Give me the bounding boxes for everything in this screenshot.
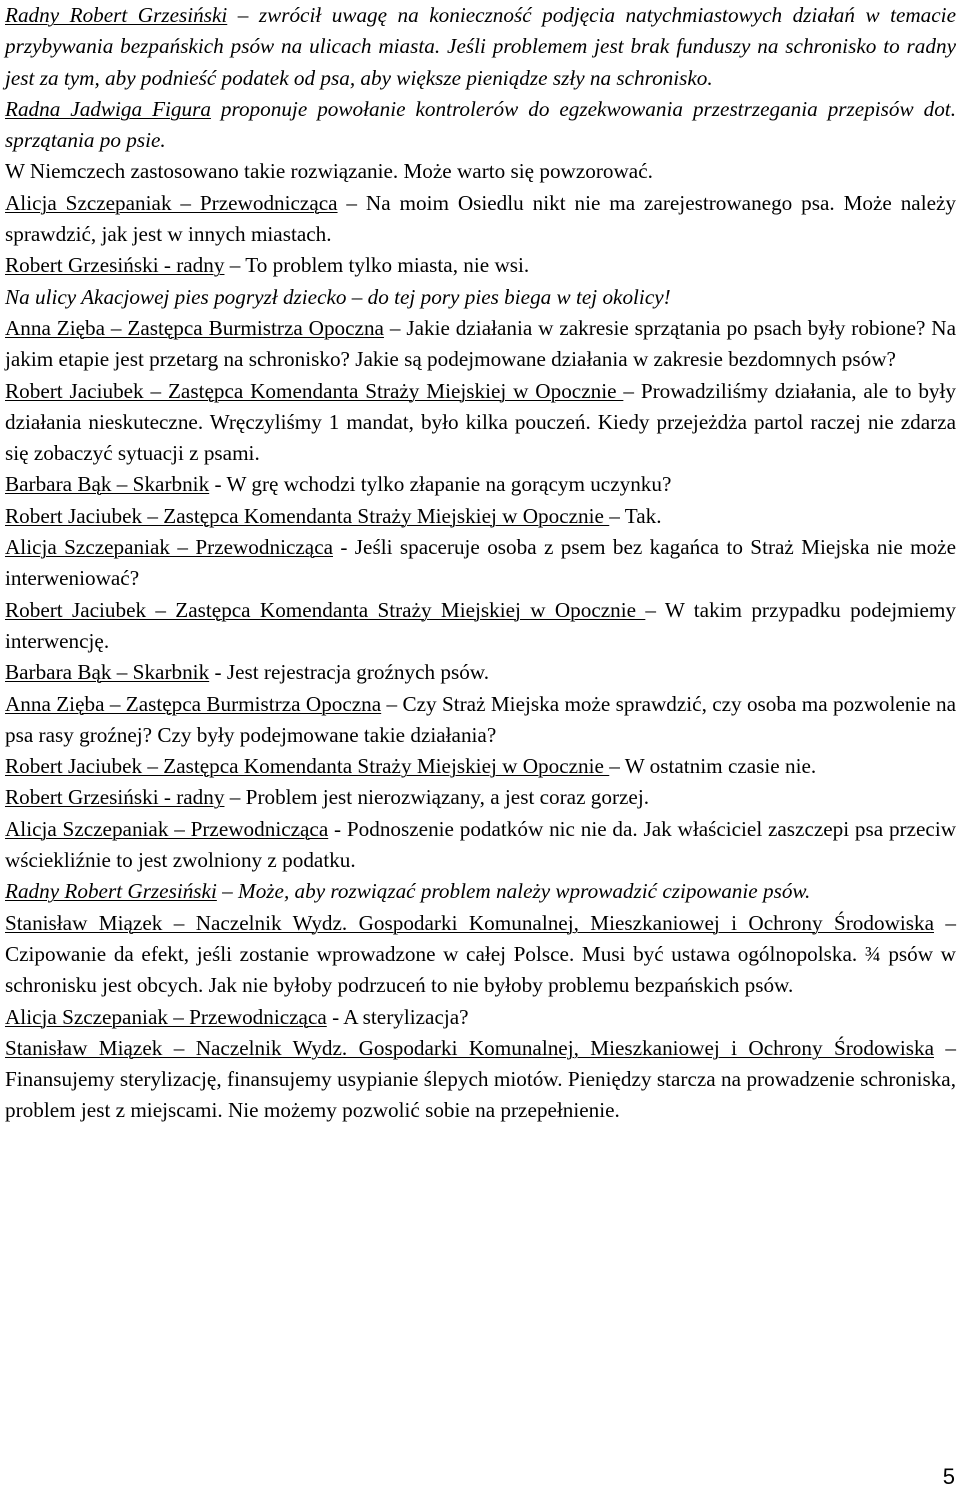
statement-text: – Problem jest nierozwiązany, a jest coraz gorzej. xyxy=(224,785,650,810)
speaker-name: Alicja Szczepaniak – Przewodnicząca xyxy=(5,190,338,215)
statement-text: – W takim przypadku podejmiemy interwencję. xyxy=(5,597,956,653)
speaker-name: Alicja Szczepaniak – Przewodnicząca xyxy=(5,1004,327,1029)
speaker-name: Radny Robert Grzesiński xyxy=(5,879,217,904)
paragraph xyxy=(5,250,956,281)
statement-text: – Czipowanie da efekt, jeśli zostanie wprowadzone w całej Polsce. Musi być ustawa ogólnopolska. ¾ psów w schronisku jest obcych. Jak nie byłoby podrzuceń to nie byłoby problemu bezpańskich psów. xyxy=(5,910,956,998)
paragraph xyxy=(5,782,956,813)
statement-text: – W ostatnim czasie nie. xyxy=(609,754,817,779)
statement-text: W Niemczech zastosowano takie rozwiązanie. Może warto się powzorować. xyxy=(5,159,653,184)
statement-text: – Tak. xyxy=(609,503,662,528)
paragraph xyxy=(5,188,956,251)
speaker-name: Robert Grzesiński - radny xyxy=(5,253,225,278)
paragraph xyxy=(5,814,956,877)
statement-text: – Prowadziliśmy działania, ale to były działania nieskuteczne. Wręczyliśmy 1 mandat, było kilka pouczeń. Kiedy przejeżdża partol raczej nie zdarza się zobaczyć sytuacji z psami. xyxy=(5,378,956,466)
paragraph xyxy=(5,689,956,752)
statement-text: – Może, aby rozwiązać problem należy wprowadzić czipowanie psów. xyxy=(216,879,811,904)
speaker-name: Anna Zięba – Zastępca Burmistrza Opoczna xyxy=(5,691,382,716)
statement-text: - W grę wchodzi tylko złapanie na gorącym uczynku? xyxy=(209,472,672,497)
speaker-name: Barbara Bąk – Skarbnik xyxy=(5,660,210,685)
speaker-name: Robert Jaciubek – Zastępca Komendanta Straży Miejskiej w Opocznie xyxy=(5,754,610,779)
paragraph xyxy=(5,376,956,470)
paragraph xyxy=(5,313,956,376)
statement-text: – Na moim Osiedlu nikt nie ma zarejestrowanego psa. Może należy sprawdzić, jak jest w innych miastach. xyxy=(5,190,956,247)
paragraph xyxy=(5,1002,956,1033)
statement-text: – Jakie działania w zakresie sprzątania po psach były robione? Na jakim etapie jest przetarg na schronisko? Jakie są podejmowane działania w zakresie bezdomnych psów? xyxy=(5,315,956,372)
paragraph xyxy=(5,876,956,907)
paragraph xyxy=(5,156,956,187)
statement-text: - Podnoszenie podatków nic nie da. Jak właściciel zaszczepi psa przeciw wściekliźnie to jest zwolniony z podatku. xyxy=(5,816,957,873)
paragraph xyxy=(5,1033,956,1127)
speaker-name: Alicja Szczepaniak – Przewodnicząca xyxy=(5,816,329,841)
paragraph xyxy=(5,908,956,1002)
document-page xyxy=(5,0,956,1127)
statement-text: – Finansujemy sterylizację, finansujemy usypianie ślepych miotów. Pieniędzy starcza na prowadzenie schroniska, problem jest z miejscami. Nie możemy pozwolić sobie na przepełnienie. xyxy=(5,1035,956,1123)
speaker-name: Robert Jaciubek – Zastępca Komendanta Straży Miejskiej w Opocznie xyxy=(5,378,624,403)
page-number: 5 xyxy=(942,1464,955,1489)
speaker-name: Barbara Bąk – Skarbnik xyxy=(5,472,210,497)
statement-text: – Czy Straż Miejska może sprawdzić, czy osoba ma pozwolenie na psa rasy groźnej? Czy były podejmowane takie działania? xyxy=(5,691,956,747)
speaker-name: Anna Zięba – Zastępca Burmistrza Opoczna xyxy=(5,315,384,340)
speaker-name: Radna Jadwiga Figura xyxy=(5,96,211,121)
speaker-name: Robert Jaciubek – Zastępca Komendanta Straży Miejskiej w Opocznie xyxy=(5,503,610,528)
speaker-name: Stanisław Miązek – Naczelnik Wydz. Gospodarki Komunalnej, Mieszkaniowej i Ochrony Środowiska xyxy=(5,1035,934,1060)
speaker-name: Robert Jaciubek – Zastępca Komendanta Straży Miejskiej w Opocznie xyxy=(5,597,646,622)
statement-text: – To problem tylko miasta, nie wsi. xyxy=(224,253,530,278)
statement-text: proponuje powołanie kontrolerów do egzekwowania przestrzegania przepisów dot. sprzątania po psie. xyxy=(5,96,956,153)
speaker-name: Radny Robert Grzesiński xyxy=(5,3,228,27)
statement-text: - Jest rejestracja groźnych psów. xyxy=(209,660,490,685)
paragraph xyxy=(5,595,956,658)
speaker-name: Robert Grzesiński - radny xyxy=(5,785,225,810)
statement-text: - Jeśli spaceruje osoba z psem bez kagańca to Straż Miejska nie może interweniować? xyxy=(5,535,956,591)
speaker-name: Alicja Szczepaniak – Przewodnicząca xyxy=(5,535,333,560)
statement-text: - A sterylizacja? xyxy=(326,1004,469,1029)
paragraph xyxy=(5,0,956,94)
statement-text: Na ulicy Akacjowej pies pogryzł dziecko – do tej pory pies biega w tej okolicy! xyxy=(5,284,671,309)
paragraph xyxy=(5,751,956,782)
paragraph xyxy=(5,94,956,157)
paragraph xyxy=(5,469,956,500)
paragraph xyxy=(5,501,956,532)
paragraph xyxy=(5,282,956,313)
statement-text: – zwrócił uwagę na konieczność podjęcia natychmiastowych działań w temacie przybywania bezpańskich psów na ulicach miasta. Jeśli problemem jest brak funduszy na schronisko to radny jest za tym, aby podnieść podatek od psa, aby większe pieniądze szły na schronisko. xyxy=(5,3,956,90)
speaker-name: Stanisław Miązek – Naczelnik Wydz. Gospodarki Komunalnej, Mieszkaniowej i Ochrony Środowiska xyxy=(5,910,934,935)
paragraph xyxy=(5,532,956,595)
paragraph xyxy=(5,657,956,688)
